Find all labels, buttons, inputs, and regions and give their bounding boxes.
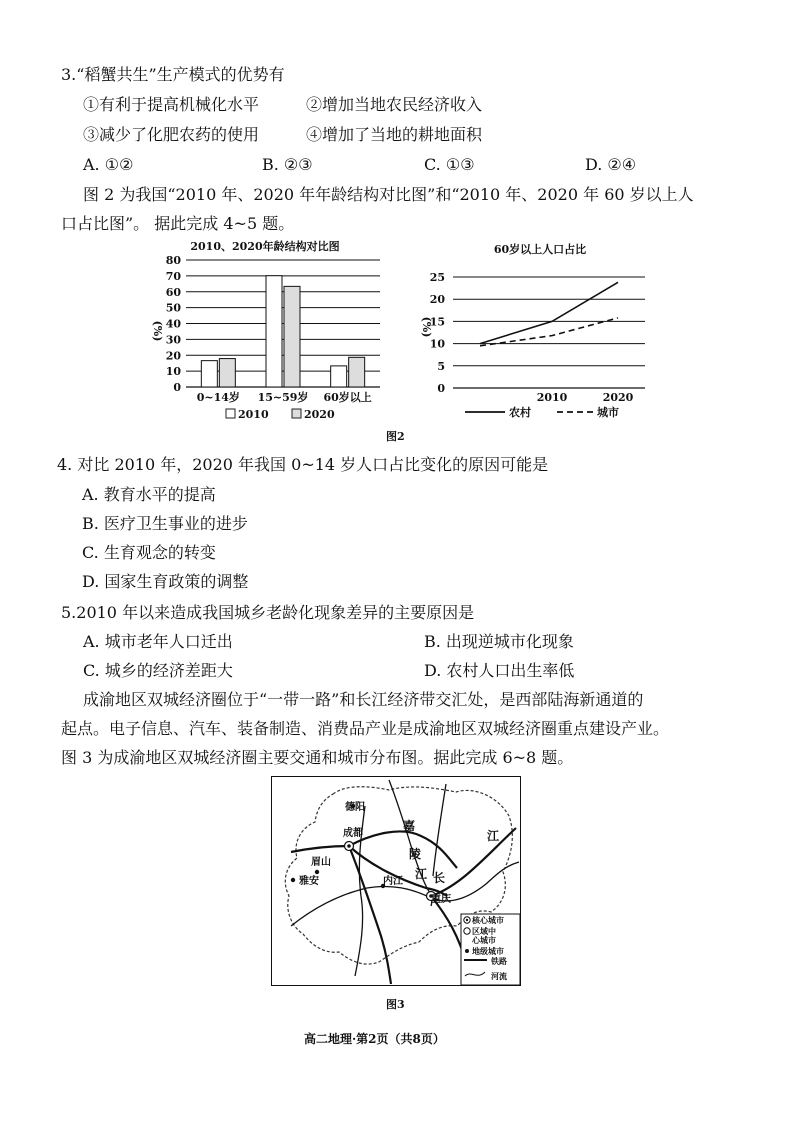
age-structure-bar-chart — [140, 235, 390, 425]
bar-y-tick-label: 50 — [165, 301, 181, 315]
bar-y-tick-label: 10 — [165, 365, 181, 379]
q4-option-b[interactable]: B. 医疗卫生事业的进步 — [82, 514, 248, 533]
legend-swatch-2020 — [292, 409, 301, 418]
page-footer: 高二地理·第2页（共8页） — [304, 1032, 445, 1046]
bar-chart-ylabel: (%) — [151, 320, 164, 342]
line-series-rural — [480, 282, 618, 343]
legend-prefecture-city-label: 地级城市 — [472, 946, 504, 956]
bar-x-tick-label: 60岁以上 — [323, 391, 372, 404]
bar-2020-2 — [349, 357, 365, 387]
line-y-tick-label: 10 — [429, 337, 445, 351]
intro-fig3-line1: 成渝地区双城经济圈位于“一带一路”和长江经济带交汇处，是西部陆海新通道的 — [83, 690, 644, 709]
q3-statement-3: ③减少了化肥农药的使用 — [83, 125, 260, 144]
question-3-stem: 3.“稻蟹共生”生产模式的优势有 — [61, 65, 285, 84]
bar-2010-1 — [266, 276, 282, 387]
river-label-jiang-2: 江 — [487, 829, 500, 843]
bar-x-tick-label: 0~14岁 — [196, 391, 240, 404]
bar-2020-1 — [284, 286, 300, 387]
line-y-tick-label: 15 — [429, 315, 445, 329]
line-x-tick-label: 2020 — [602, 391, 634, 404]
bar-2020-0 — [219, 359, 235, 387]
q5-option-b[interactable]: B. 出现逆城市化现象 — [424, 632, 574, 651]
legend-regional-city-label-2: 心城市 — [472, 935, 496, 945]
river-label-jia: 嘉 — [403, 819, 416, 833]
chengyu-region-map — [271, 776, 521, 986]
bar-chart-title: 2010、2020年龄结构对比图 — [190, 240, 340, 253]
intro-fig2-line1: 图 2 为我国“2010 年、2020 年年龄结构对比图”和“2010 年、2020 年 60 岁以上人 — [83, 185, 694, 204]
bar-y-tick-label: 20 — [165, 349, 181, 363]
river-label-chang: 长 — [433, 871, 446, 885]
q4-option-c[interactable]: C. 生育观念的转变 — [82, 543, 216, 562]
q3-statement-4: ④增加了当地的耕地面积 — [306, 125, 483, 144]
line-y-tick-label: 0 — [437, 382, 445, 395]
q4-option-a[interactable]: A. 教育水平的提高 — [82, 485, 216, 504]
bar-y-tick-label: 40 — [165, 317, 181, 331]
line-y-tick-label: 20 — [429, 293, 445, 307]
bar-2010-0 — [201, 361, 217, 387]
legend-label-2020: 2020 — [304, 408, 335, 421]
question-4-stem: 4. 对比 2010 年，2020 年我国 0~14 岁人口占比变化的原因可能是 — [57, 455, 549, 474]
legend-regional-city-symbol — [464, 928, 470, 934]
legend-regional-city-label-1: 区域中 — [472, 926, 496, 936]
legend-core-city-dot — [466, 919, 468, 921]
bar-y-tick-label: 0 — [173, 381, 181, 394]
intro-fig2-line2: 口占比图”。 据此完成 4~5 题。 — [61, 214, 295, 233]
city-label-yaan: 雅安 — [299, 876, 319, 887]
intro-fig3-line3: 图 3 为成渝地区双城经济圈主要交通和城市分布图。据此完成 6~8 题。 — [61, 748, 574, 767]
figure-2-caption: 图2 — [386, 430, 405, 443]
q3-option-b[interactable]: B. ②③ — [262, 155, 313, 174]
city-label-meishan: 眉山 — [311, 857, 331, 868]
city-label-chengdu: 成都 — [343, 828, 363, 839]
legend-swatch-2010 — [226, 409, 235, 418]
bar-y-tick-label: 30 — [165, 333, 181, 347]
q3-statement-1: ①有利于提高机械化水平 — [83, 95, 260, 114]
legend-label-urban: 城市 — [597, 406, 619, 419]
bar-y-tick-label: 70 — [165, 269, 181, 283]
figure-3-caption: 图3 — [386, 998, 405, 1011]
q3-option-c[interactable]: C. ①③ — [424, 155, 475, 174]
line-y-tick-label: 5 — [437, 359, 445, 373]
river-label-ling: 陵 — [409, 847, 422, 861]
question-5-stem: 5.2010 年以来造成我国城乡老龄化现象差异的主要原因是 — [61, 603, 475, 622]
legend-railway-label: 铁路 — [491, 956, 507, 966]
q5-option-c[interactable]: C. 城乡的经济差距大 — [83, 661, 233, 680]
legend-river-label: 河流 — [491, 971, 507, 981]
city-dot-chengdu — [347, 844, 351, 848]
bar-x-tick-label: 15~59岁 — [257, 391, 309, 404]
intro-fig3-line2: 起点。电子信息、汽车、装备制造、消费品产业是成渝地区双城经济圈重点建设产业。 — [61, 719, 670, 738]
q3-option-a[interactable]: A. ①② — [83, 155, 134, 174]
bar-2010-2 — [331, 366, 347, 387]
legend-label-2010: 2010 — [238, 408, 269, 421]
q3-statement-2: ②增加当地农民经济收入 — [306, 95, 483, 114]
city-marker-meishan — [315, 870, 319, 874]
q5-option-d[interactable]: D. 农村人口出生率低 — [424, 661, 575, 680]
elderly-ratio-line-chart — [405, 235, 655, 425]
line-chart-ylabel: (%) — [420, 316, 433, 338]
legend-label-rural: 农村 — [509, 406, 531, 419]
city-label-chongqing: 重庆 — [431, 894, 451, 905]
q4-option-d[interactable]: D. 国家生育政策的调整 — [82, 572, 249, 591]
city-label-neijiang: 内江 — [383, 876, 403, 887]
line-x-tick-label: 2010 — [536, 391, 568, 404]
q5-option-a[interactable]: A. 城市老年人口迁出 — [83, 632, 233, 651]
river-label-jiang-1: 江 — [415, 867, 428, 881]
line-chart-title: 60岁以上人口占比 — [493, 243, 587, 256]
legend-prefecture-city-symbol — [465, 949, 469, 953]
city-marker-yaan — [291, 878, 295, 882]
line-y-tick-label: 25 — [429, 271, 445, 284]
city-label-deyang: 德阳 — [345, 802, 365, 813]
q3-option-d[interactable]: D. ②④ — [585, 155, 637, 174]
legend-core-city-label: 核心城市 — [472, 915, 504, 925]
bar-y-tick-label: 60 — [165, 285, 181, 299]
bar-y-tick-label: 80 — [165, 254, 181, 267]
